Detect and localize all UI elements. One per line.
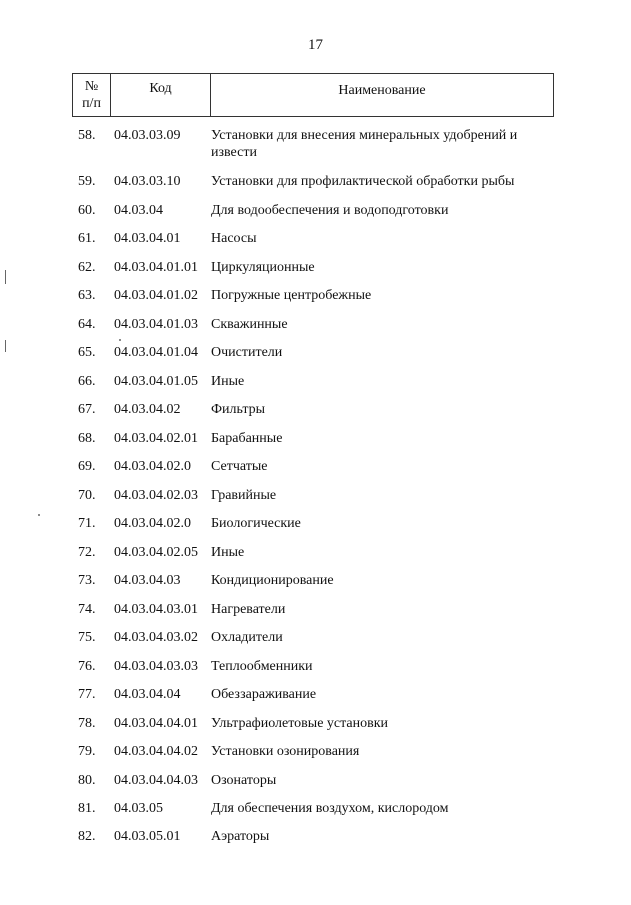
- row-code: 04.03.04.04.01: [114, 716, 198, 731]
- row-code: 04.03.03.10: [114, 174, 181, 189]
- row-name: Для водообеспечения и водоподготовки: [211, 203, 449, 218]
- row-code: 04.03.04.02.05: [114, 545, 198, 560]
- row-name: Фильтры: [211, 402, 266, 417]
- row-code: 04.03.04.02.0: [114, 516, 191, 531]
- row-name: Очистители: [211, 345, 283, 360]
- row-name: Охладители: [211, 630, 283, 645]
- row-code: 04.03.04.02.01: [114, 431, 198, 446]
- row-number: 62.: [78, 260, 96, 275]
- row-number: 61.: [78, 231, 96, 246]
- row-name: Установки озонирования: [211, 744, 360, 759]
- row-code: 04.03.04.04.03: [114, 773, 198, 788]
- scan-speck: [38, 514, 40, 516]
- row-number: 82.: [78, 829, 96, 844]
- row-name: Аэраторы: [211, 829, 270, 844]
- row-name: Установки для внесения минеральных удобрений и извести: [211, 128, 518, 160]
- row-name: Иные: [211, 374, 245, 389]
- row-number: 77.: [78, 687, 96, 702]
- row-number: 74.: [78, 602, 96, 617]
- row-name: Гравийные: [211, 488, 277, 503]
- row-name: Ультрафиолетовые установки: [211, 716, 389, 731]
- row-code: 04.03.04.03: [114, 573, 181, 588]
- row-code: 04.03.05: [114, 801, 163, 816]
- header-number-abbr: п/п: [82, 96, 101, 111]
- row-code: 04.03.04.03.03: [114, 659, 198, 674]
- scan-speck: [119, 339, 121, 341]
- row-number: 68.: [78, 431, 96, 446]
- row-code: 04.03.04.04.02: [114, 744, 198, 759]
- row-code: 04.03.04.02.0: [114, 459, 191, 474]
- row-number: 72.: [78, 545, 96, 560]
- row-code: 04.03.04.01.05: [114, 374, 198, 389]
- row-name: Кондиционирование: [211, 573, 334, 588]
- row-number: 66.: [78, 374, 96, 389]
- row-number: 78.: [78, 716, 96, 731]
- row-number: 60.: [78, 203, 96, 218]
- row-name: Теплообменники: [211, 659, 313, 674]
- row-name: Погружные центробежные: [211, 288, 372, 303]
- row-number: 71.: [78, 516, 96, 531]
- row-number: 59.: [78, 174, 96, 189]
- header-number-cell: [73, 74, 111, 116]
- scan-speck: [5, 340, 6, 352]
- page-number: 17: [308, 37, 323, 53]
- row-name: Барабанные: [211, 431, 283, 446]
- row-number: 64.: [78, 317, 96, 332]
- row-number: 76.: [78, 659, 96, 674]
- row-name: Нагреватели: [211, 602, 286, 617]
- row-name: Установки для профилактической обработки рыбы: [211, 174, 515, 189]
- row-number: 69.: [78, 459, 96, 474]
- row-name: Скважинные: [211, 317, 288, 332]
- row-code: 04.03.04.02.03: [114, 488, 198, 503]
- row-name: Сетчатые: [211, 459, 268, 474]
- row-code: 04.03.04.04: [114, 687, 181, 702]
- row-number: 73.: [78, 573, 96, 588]
- row-number: 67.: [78, 402, 96, 417]
- header-code-cell: Код: [111, 74, 211, 116]
- row-number: 58.: [78, 128, 96, 143]
- row-name: Иные: [211, 545, 245, 560]
- row-name: Озонаторы: [211, 773, 277, 788]
- row-number: 75.: [78, 630, 96, 645]
- row-name: Биологические: [211, 516, 301, 531]
- row-number: 80.: [78, 773, 96, 788]
- row-code: 04.03.04.01.04: [114, 345, 198, 360]
- row-number: 65.: [78, 345, 96, 360]
- row-code: 04.03.04.01: [114, 231, 181, 246]
- row-number: 63.: [78, 288, 96, 303]
- row-number: 81.: [78, 801, 96, 816]
- row-name: Для обеспечения воздухом, кислородом: [211, 801, 449, 816]
- row-code: 04.03.04.01.03: [114, 317, 198, 332]
- row-code: 04.03.04.02: [114, 402, 181, 417]
- row-code: 04.03.04.03.02: [114, 630, 198, 645]
- header-number-symbol: №: [84, 79, 99, 94]
- row-code: 04.03.03.09: [114, 128, 181, 143]
- scan-speck: [5, 270, 6, 284]
- row-name: Насосы: [211, 231, 257, 246]
- row-code: 04.03.04.01.02: [114, 288, 198, 303]
- row-name: Обеззараживание: [211, 687, 317, 702]
- table-header: [72, 73, 554, 117]
- row-code: 04.03.04: [114, 203, 163, 218]
- row-number: 79.: [78, 744, 96, 759]
- row-number: 70.: [78, 488, 96, 503]
- row-name: Циркуляционные: [211, 260, 315, 275]
- row-code: 04.03.04.01.01: [114, 260, 198, 275]
- row-code: 04.03.05.01: [114, 829, 181, 844]
- row-code: 04.03.04.03.01: [114, 602, 198, 617]
- header-name-cell: Наименование: [338, 83, 426, 98]
